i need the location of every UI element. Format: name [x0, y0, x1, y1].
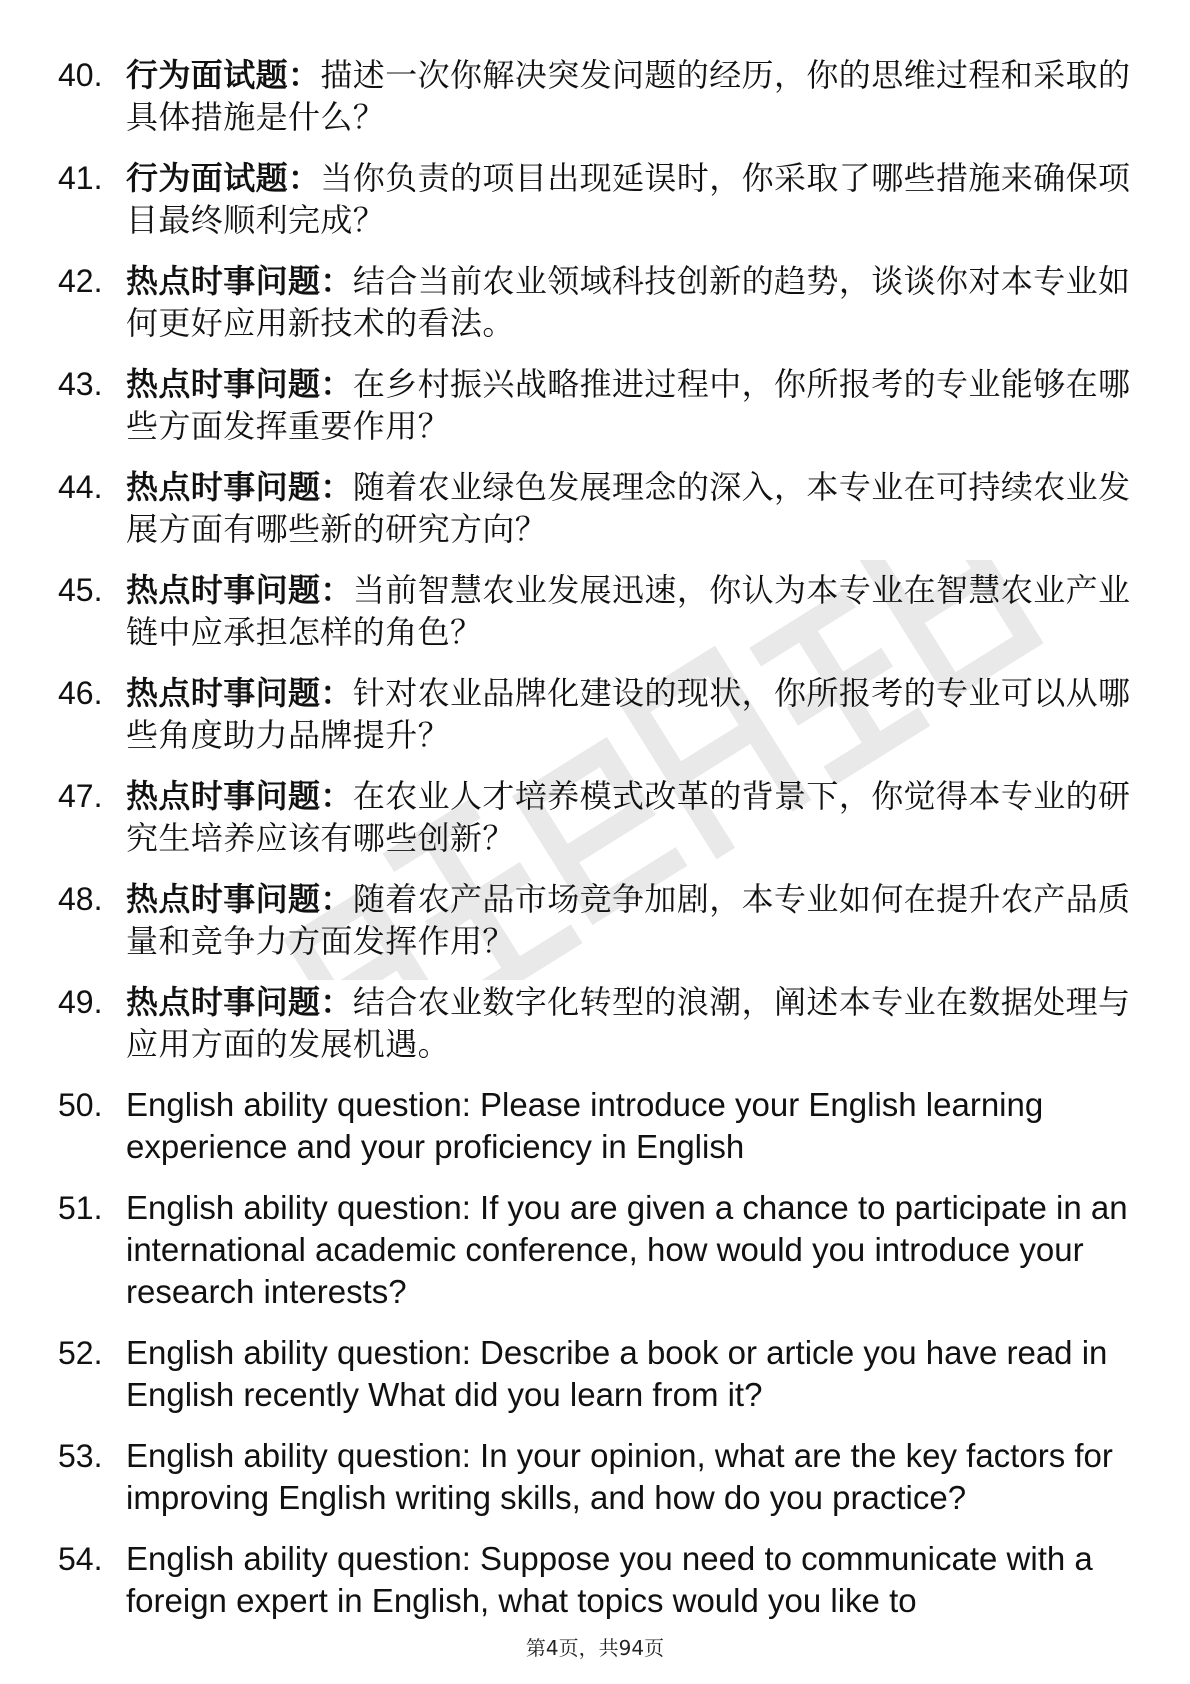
question-number: 49. — [58, 984, 103, 1020]
question-body: 随着农业绿色发展理念的深入，本专业在可持续农业发展方面有哪些新的研究方向？ — [126, 468, 1131, 548]
question-body: 针对农业品牌化建设的现状，你所报考的专业可以从哪些角度助力品牌提升？ — [126, 674, 1131, 754]
question-text: English ability question: Describe a book or article you have read in English recently What did you learn from it? — [126, 1334, 1108, 1413]
question-body: 随着农产品市场竞争加剧，本专业如何在提升农产品质量和竞争力方面发挥作用？ — [126, 880, 1131, 960]
question-number: 52. — [58, 1335, 103, 1371]
list-item — [58, 54, 1138, 138]
question-text — [126, 54, 1138, 138]
question-number: 45. — [58, 572, 103, 608]
question-number: 50. — [58, 1087, 103, 1123]
question-body: 描述一次你解决突发问题的经历，你的思维过程和采取的具体措施是什么？ — [126, 56, 1131, 136]
question-text: English ability question: Suppose you need to communicate with a foreign expert in English, what topics would you like to — [126, 1540, 1093, 1619]
question-category: 热点时事问题： — [126, 571, 353, 609]
question-text: English ability question: If you are given a chance to participate in an international academic conference, how would you introduce your research interests? — [126, 1189, 1128, 1310]
question-text — [126, 672, 1138, 756]
question-list — [58, 54, 1138, 1641]
question-category: 行为面试题： — [126, 159, 321, 197]
question-category: 热点时事问题： — [126, 777, 353, 815]
question-number: 40. — [58, 57, 103, 93]
question-text: English ability question: Please introduce your English learning experience and your proficiency in English — [126, 1086, 1044, 1165]
question-body: 当你负责的项目出现延误时，你采取了哪些措施来确保项目最终顺利完成？ — [126, 159, 1131, 239]
question-category: 热点时事问题： — [126, 262, 353, 300]
question-body: 在农业人才培养模式改革的背景下，你觉得本专业的研究生培养应该有哪些创新？ — [126, 777, 1131, 857]
list-item — [58, 569, 1138, 653]
question-category: 行为面试题： — [126, 56, 321, 94]
question-body: 结合当前农业领域科技创新的趋势，谈谈你对本专业如何更好应用新技术的看法。 — [126, 262, 1131, 342]
list-item — [58, 260, 1138, 344]
question-text: English ability question: In your opinion, what are the key factors for improving English writing skills, and how do you practice? — [126, 1437, 1113, 1516]
question-text — [126, 981, 1138, 1065]
question-body: 当前智慧农业发展迅速，你认为本专业在智慧农业产业链中应承担怎样的角色？ — [126, 571, 1131, 651]
question-number: 54. — [58, 1541, 103, 1577]
question-text — [126, 260, 1138, 344]
question-category: 热点时事问题： — [126, 674, 353, 712]
list-item — [58, 1187, 1138, 1313]
question-category: 热点时事问题： — [126, 983, 353, 1021]
question-text — [126, 363, 1138, 447]
list-item — [58, 775, 1138, 859]
list-item — [58, 363, 1138, 447]
question-category: 热点时事问题： — [126, 365, 353, 403]
question-number: 46. — [58, 675, 103, 711]
question-text — [126, 569, 1138, 653]
question-number: 41. — [58, 160, 103, 196]
list-item — [58, 1538, 1138, 1622]
question-text — [126, 775, 1138, 859]
question-number: 53. — [58, 1438, 103, 1474]
list-item — [58, 1084, 1138, 1168]
question-body: 在乡村振兴战略推进过程中，你所报考的专业能够在哪些方面发挥重要作用？ — [126, 365, 1131, 445]
question-number: 51. — [58, 1190, 103, 1226]
question-number: 47. — [58, 778, 103, 814]
question-body: 结合农业数字化转型的浪潮，阐述本专业在数据处理与应用方面的发展机遇。 — [126, 983, 1131, 1063]
question-text — [126, 878, 1138, 962]
question-category: 热点时事问题： — [126, 880, 353, 918]
question-number: 44. — [58, 469, 103, 505]
question-number: 42. — [58, 263, 103, 299]
question-number: 48. — [58, 881, 103, 917]
list-item — [58, 878, 1138, 962]
question-text — [126, 466, 1138, 550]
list-item — [58, 157, 1138, 241]
list-item — [58, 1435, 1138, 1519]
list-item — [58, 466, 1138, 550]
question-text — [126, 157, 1138, 241]
list-item — [58, 672, 1138, 756]
question-number: 43. — [58, 366, 103, 402]
list-item — [58, 981, 1138, 1065]
question-category: 热点时事问题： — [126, 468, 353, 506]
page-footer: 第4页，共94页 — [525, 1636, 665, 1660]
list-item — [58, 1332, 1138, 1416]
